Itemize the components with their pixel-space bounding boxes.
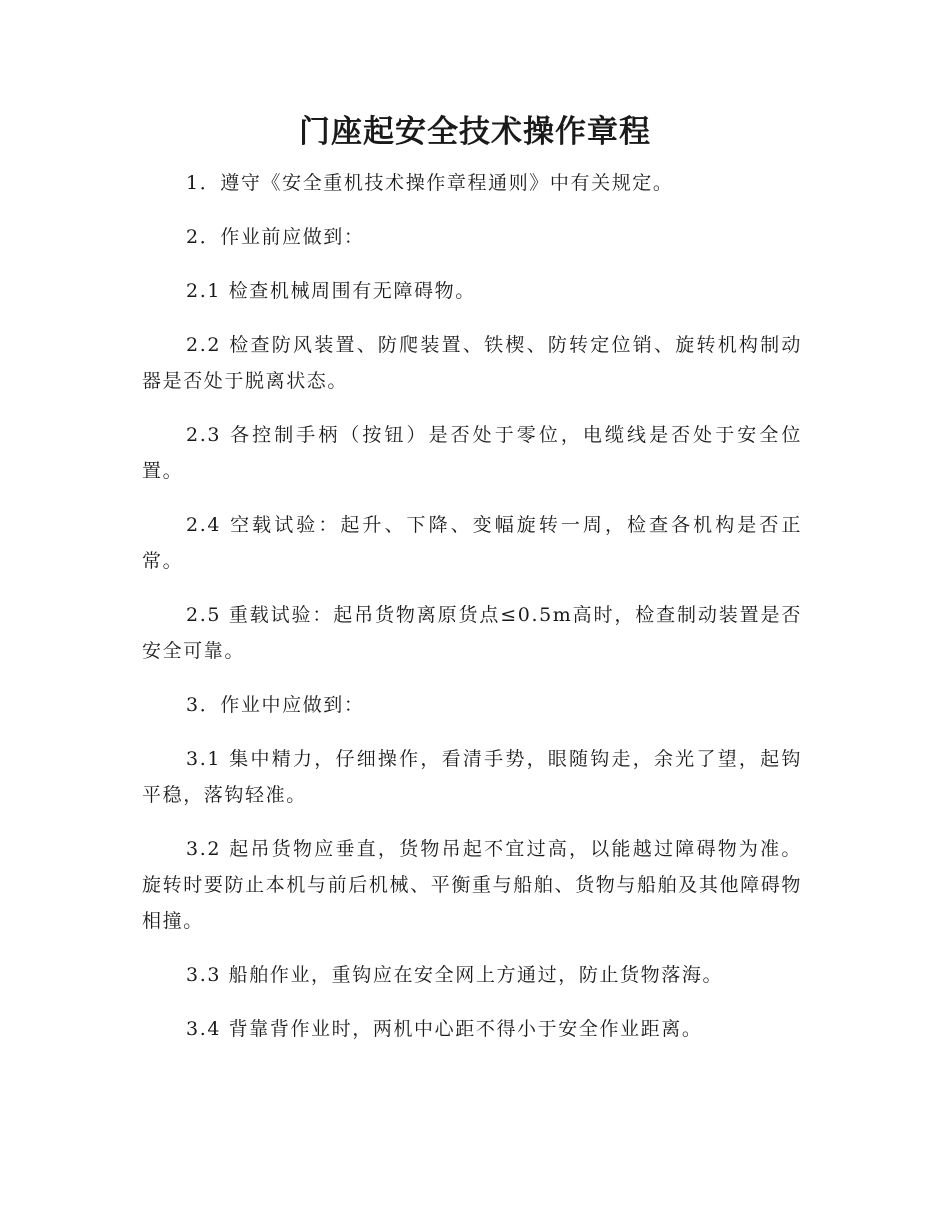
- paragraph-3-2: 3.2 起吊货物应垂直，货物吊起不宜过高，以能越过障碍物为准。旋转时要防止本机与前后机械、平衡重与船舶、货物与船舶及其他障碍物相撞。: [142, 838, 802, 932]
- paragraph-3-1: 3.1 集中精力，仔细操作，看清手势，眼随钩走，余光了望，起钩平稳，落钩轻准。: [142, 748, 802, 806]
- paragraph-2-2: 2.2 检查防风装置、防爬装置、铁楔、防转定位销、旋转机构制动器是否处于脱离状态。: [142, 334, 802, 392]
- document-title: 门座起安全技术操作章程: [299, 114, 651, 150]
- paragraph-2-1: 2.1 检查机械周围有无障碍物。: [186, 280, 476, 302]
- paragraph-3: 3．作业中应做到：: [186, 694, 365, 716]
- paragraph-2-4: 2.4 空载试验：起升、下降、变幅旋转一周，检查各机构是否正常。: [142, 514, 802, 572]
- paragraph-2: 2．作业前应做到：: [186, 226, 365, 248]
- paragraph-2-5: 2.5 重载试验：起吊货物离原货点≤0.5m高时，检查制动装置是否安全可靠。: [142, 604, 802, 662]
- document-body: [142, 165, 802, 1065]
- paragraph-3-4: 3.4 背靠背作业时，两机中心距不得小于安全作业距离。: [186, 1018, 703, 1040]
- paragraph-2-3: 2.3 各控制手柄（按钮）是否处于零位，电缆线是否处于安全位置。: [142, 424, 802, 482]
- paragraph-1: 1．遵守《安全重机技术操作章程通则》中有关规定。: [186, 172, 674, 194]
- paragraph-3-3: 3.3 船舶作业，重钩应在安全网上方通过，防止货物落海。: [186, 964, 724, 986]
